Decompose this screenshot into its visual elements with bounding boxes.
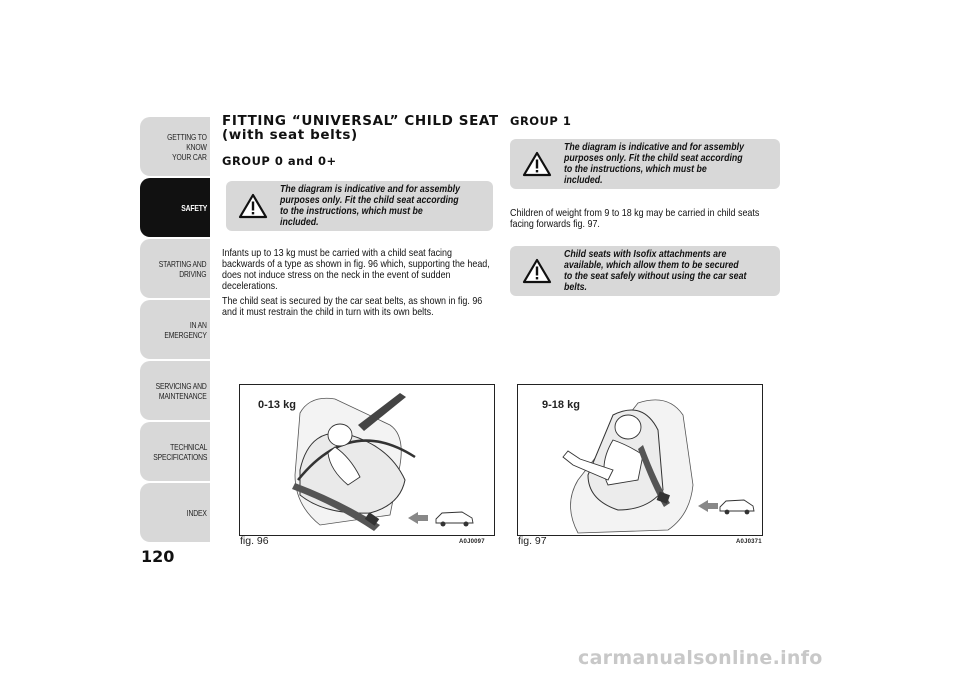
warning-triangle-icon <box>522 258 552 284</box>
paragraph: Children of weight from 9 to 18 kg may be carried in child seats facing forwards fig. 97. <box>510 208 760 230</box>
tab-label: INDEX <box>186 507 207 518</box>
tab-safety[interactable] <box>140 178 210 237</box>
note-text: The diagram is indicative and for assembly purposes only. Fit the child seat according to the instructions, which must be included. <box>280 184 460 228</box>
group-1-heading: GROUP 1 <box>510 114 572 128</box>
page-number: 120 <box>141 547 175 566</box>
figure-97 <box>517 384 763 536</box>
section-title: FITTING “UNIVERSAL” CHILD SEAT (with seat belts) <box>222 113 499 143</box>
tab-label: SAFETY <box>180 202 207 213</box>
figure-code: A0J0371 <box>736 539 762 545</box>
note-box-assembly <box>226 181 493 231</box>
tab-label: STARTING AND DRIVING <box>159 258 207 279</box>
tab-starting-driving[interactable] <box>140 239 210 298</box>
group-0-heading: GROUP 0 and 0+ <box>222 154 337 168</box>
figure-96 <box>239 384 495 536</box>
car-direction-icon <box>408 512 473 527</box>
tab-getting-to-know[interactable] <box>140 117 210 176</box>
car-direction-icon <box>698 500 754 514</box>
figure-caption: fig. 96 <box>240 535 269 547</box>
figure-weight-label: 0-13 kg <box>258 399 296 411</box>
figure-code: A0J0097 <box>459 539 485 545</box>
tab-servicing[interactable] <box>140 361 210 420</box>
tab-emergency[interactable] <box>140 300 210 359</box>
note-text: The diagram is indicative and for assembly purposes only. Fit the child seat according to the instructions, which must be included. <box>564 142 744 186</box>
paragraph: Infants up to 13 kg must be carried with a child seat facing backwards of a type as shown in fig. 96 which, supporting the head, does not induce stress on the neck in the event of sudden decelerations. <box>222 248 490 292</box>
figure-weight-label: 9-18 kg <box>542 399 580 411</box>
tab-label: SERVICING AND MAINTENANCE <box>155 380 207 401</box>
tab-index[interactable] <box>140 483 210 542</box>
tab-label: TECHNICAL SPECIFICATIONS <box>152 441 207 462</box>
tab-technical[interactable] <box>140 422 210 481</box>
note-box-assembly <box>510 139 780 189</box>
body-text-group0 <box>222 248 493 322</box>
watermark: carmanualsonline.info <box>578 647 823 669</box>
chapter-tabs <box>140 117 210 544</box>
body-text-group1 <box>510 208 781 234</box>
warning-triangle-icon <box>522 151 552 177</box>
paragraph: The child seat is secured by the car seat belts, as shown in fig. 96 and it must restrain the child in turn with its own belts. <box>222 296 483 318</box>
warning-triangle-icon <box>238 193 268 219</box>
figure-caption: fig. 97 <box>518 535 547 547</box>
note-text: Child seats with Isofix attachments are available, which allow them to be secured to the seat safely without using the car seat belts. <box>564 249 747 293</box>
tab-label: GETTING TO KNOW YOUR CAR <box>167 131 207 162</box>
tab-label: IN AN EMERGENCY <box>164 319 207 340</box>
note-box-isofix <box>510 246 780 296</box>
